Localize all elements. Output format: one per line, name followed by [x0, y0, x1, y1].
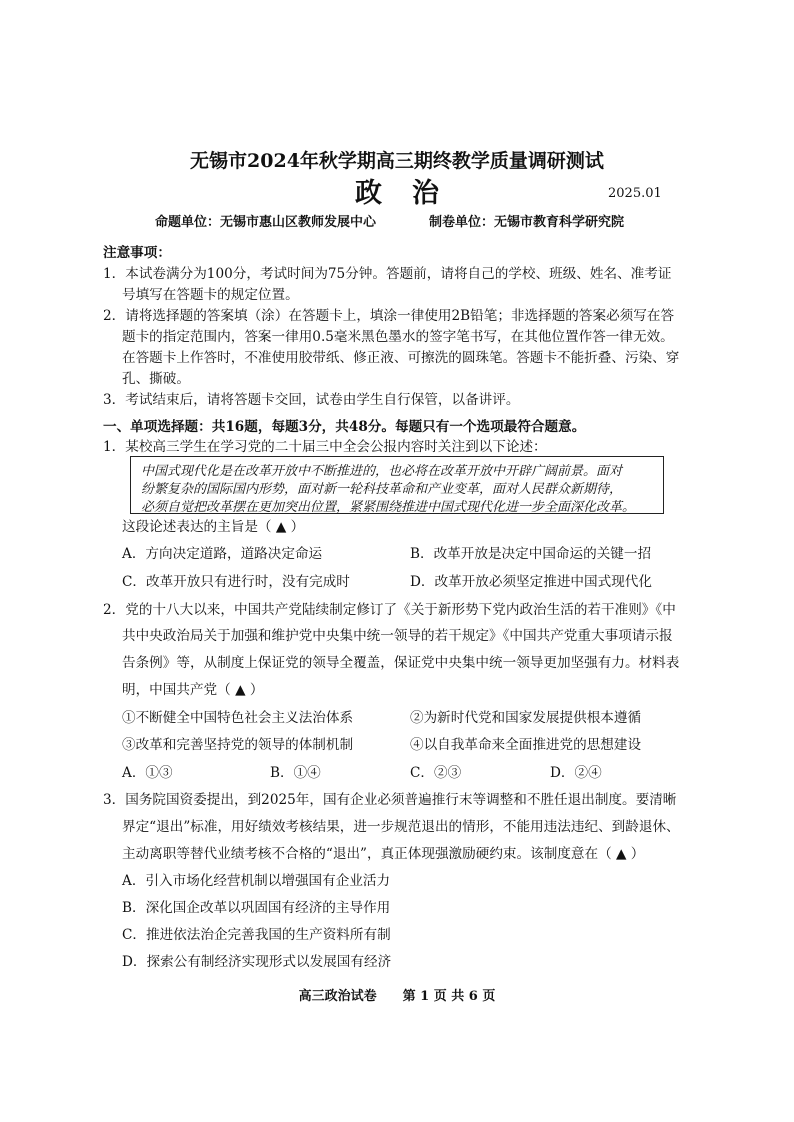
- q3-option-a: A．引入市场化经营机制以增强国有企业活力: [122, 873, 391, 889]
- note-2-line-3: 在答题卡上作答时，不准使用胶带纸、修正液、可擦洗的圆珠笔。答题卡不能折叠、污染、穿: [122, 350, 680, 366]
- note-2-line-2: 题卡的指定范围内，答案一律用0.5毫米黑色墨水的签字笔书写，在其他位置作答一律无效。: [122, 329, 674, 345]
- q2-line-3: 告条例》等，从制度上保证党的领导全覆盖，保证党中央集中统一领导更加坚强有力。材料表: [122, 655, 680, 671]
- q3-option-c: C．推进依法治企完善我国的生产资料所有制: [122, 927, 391, 943]
- q1-option-b: B．改革开放是决定中国命运的关键一招: [410, 546, 652, 562]
- q2-line-1: 2．党的十八大以来，中国共产党陆续制定修订了《关于新形势下党内政治生活的若干准则》《中: [103, 602, 676, 618]
- q3-option-d: D．探索公有制经济实现形式以发展国有经济: [122, 954, 392, 970]
- q2-item-2: ②为新时代党和国家发展提供根本遵循: [410, 710, 642, 726]
- exam-title: 无锡市2024年秋学期高三期终教学质量调研测试: [190, 150, 604, 172]
- note-1-line-1: 1．本试卷满分为100分，考试时间为75分钟。答题前，请将自己的学校、班级、姓名、准考证: [103, 266, 672, 282]
- q3-line-2: 界定“退出”标准，用好绩效考核结果，进一步规范退出的情形，不能用违法违纪、到龄退休、: [122, 819, 680, 835]
- q2-item-3: ③改革和完善坚持党的领导的体制机制: [122, 737, 354, 753]
- q1-option-a: A．方向决定道路，道路决定命运: [122, 546, 323, 562]
- printing-unit: 制卷单位：无锡市教育科学研究院: [429, 215, 625, 230]
- q2-option-d: D．②④: [550, 765, 602, 781]
- q2-item-4: ④以自我革命来全面推进党的思想建设: [410, 737, 642, 753]
- note-2-line-4: 孔、撕破。: [122, 371, 190, 387]
- q3-option-b: B．深化国企改革以巩固国有经济的主导作用: [122, 900, 391, 916]
- q3-line-1: 3．国务院国资委提出，到2025年，国有企业必须普遍推行末等调整和不胜任退出制度。要清晰: [103, 792, 677, 808]
- q2-item-1: ①不断健全中国特色社会主义法治体系: [122, 710, 354, 726]
- q2-option-a: A．①③: [122, 765, 173, 781]
- q2-option-c: C．②③: [410, 765, 462, 781]
- section-1-heading: 一、单项选择题：共16题，每题3分，共48分。每题只有一个选项最符合题意。: [103, 419, 586, 435]
- q2-line-4: 明，中国共产党（ ▲ ）: [122, 682, 264, 698]
- q1-quote-line-3: 必须自觉把改革摆在更加突出位置，紧紧围绕推进中国式现代化进一步全面深化改革。: [141, 500, 636, 515]
- note-3-line-1: 3．考试结束后，请将答题卡交回，试卷由学生自行保管，以备讲评。: [103, 392, 520, 408]
- proposition-unit: 命题单位：无锡市惠山区教师发展中心: [155, 215, 377, 230]
- q1-option-c: C．改革开放只有进行时，没有完成时: [122, 574, 350, 590]
- exam-date: 2025.01: [608, 186, 662, 201]
- page-footer: 高三政治试卷 第 1 页 共 6 页: [298, 989, 496, 1004]
- q1-stem: 1．某校高三学生在学习党的二十届三中全会公报内容时关注到以下论述：: [103, 439, 547, 455]
- q1-quote-line-1: 中国式现代化是在改革开放中不断推进的，也必将在改革开放中开辟广阔前景。面对: [141, 464, 623, 479]
- q1-quote-line-2: 纷繁复杂的国际国内形势，面对新一轮科技革命和产业变革，面对人民群众新期待，: [141, 482, 623, 497]
- q2-line-2: 共中央政治局关于加强和维护党中央集中统一领导的若干规定》《中国共产党重大事项请示报: [122, 628, 673, 644]
- note-2-line-1: 2．请将选择题的答案填（涂）在答题卡上，填涂一律使用2B铅笔；非选择题的答案必须写在答: [103, 308, 675, 324]
- subject-title: 政治: [355, 178, 469, 209]
- q1-ask: 这段论述表达的主旨是（ ▲ ）: [122, 519, 305, 535]
- note-1-line-2: 号填写在答题卡的规定位置。: [122, 287, 299, 303]
- notes-heading: 注意事项：: [103, 245, 171, 261]
- q2-option-b: B．①④: [270, 765, 321, 781]
- q1-quote-box: [130, 456, 664, 514]
- q1-option-d: D．改革开放必须坚定推进中国式现代化: [410, 574, 652, 590]
- q3-line-3: 主动离职等替代业绩考核不合格的“退出”，真正体现强激励硬约束。该制度意在（ ▲ ）: [122, 846, 645, 862]
